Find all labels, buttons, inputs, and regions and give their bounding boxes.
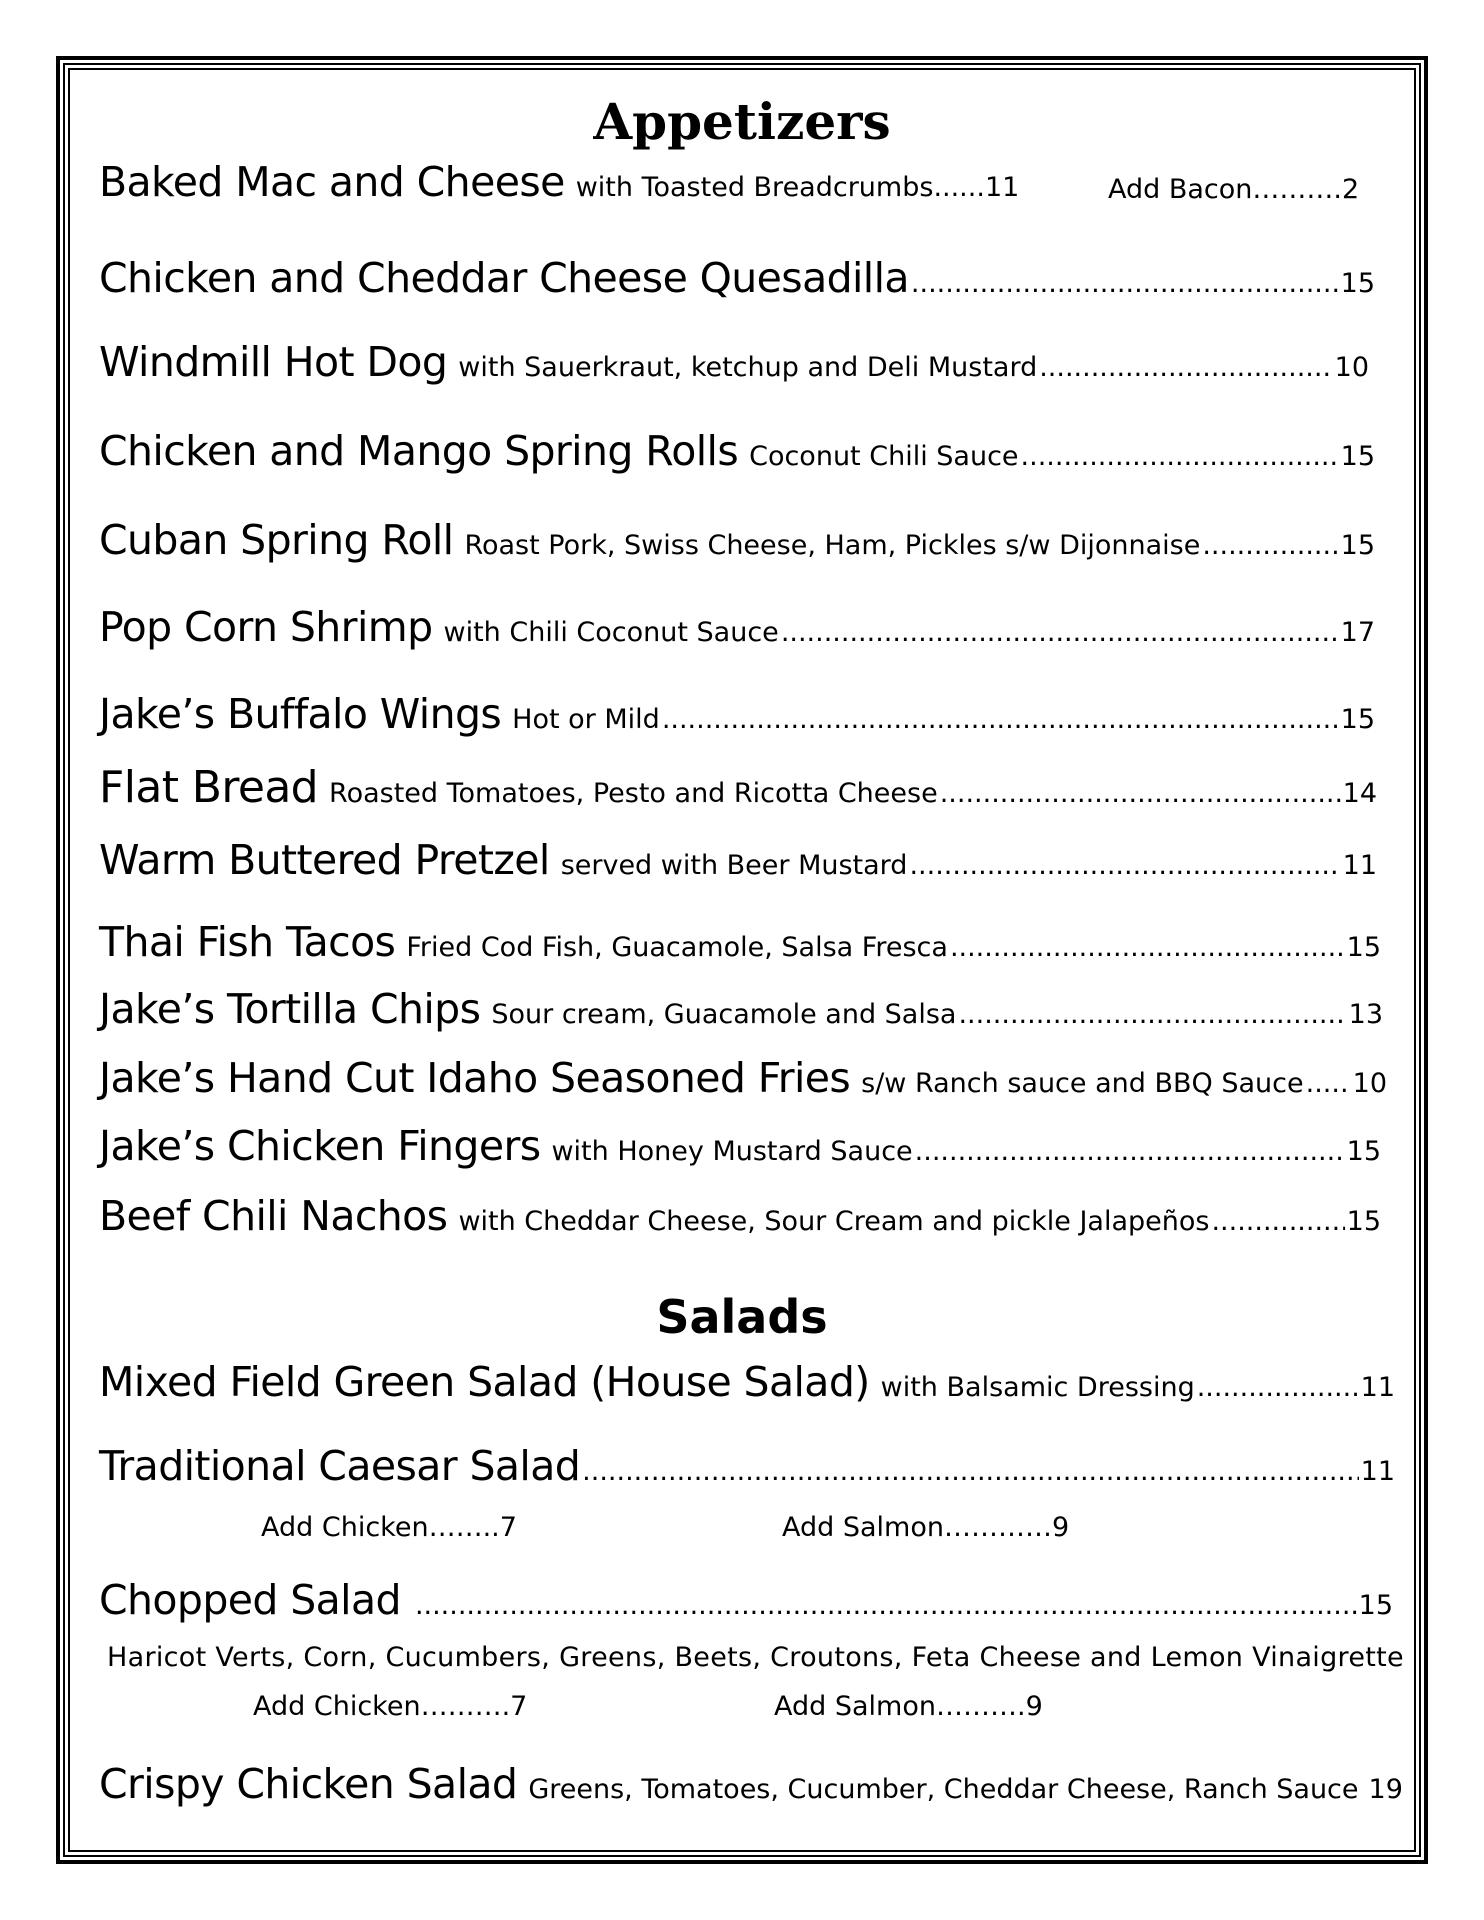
item-price: 11 xyxy=(1342,850,1377,881)
item-dots xyxy=(415,1590,1357,1621)
item-description: Hot or Mild xyxy=(512,704,660,735)
item-price: 15 xyxy=(1340,441,1375,472)
item-dots xyxy=(950,932,1345,963)
item-price: 10 xyxy=(1334,352,1369,383)
item-description: Roasted Tomatoes, Pesto and Ricotta Cheese xyxy=(329,778,938,809)
item-name: Flat Bread xyxy=(99,762,319,813)
menu-item-idaho-fries xyxy=(99,1054,1387,1102)
item-name: Jake’s Hand Cut Idaho Seasoned Fries xyxy=(99,1054,851,1102)
addon-dots: ………… xyxy=(943,1512,1052,1543)
item-price: 15 xyxy=(1346,932,1381,963)
item-dots xyxy=(911,268,1339,299)
item-name: Jake’s Buffalo Wings xyxy=(99,690,502,738)
menu-item-tortilla-chips xyxy=(99,985,1383,1033)
chopped-addon-salmon xyxy=(774,1691,1043,1722)
item-dots xyxy=(1197,1372,1359,1403)
menu-item-buttered-pretzel xyxy=(99,836,1377,884)
menu-item-chopped-salad xyxy=(99,1576,1393,1624)
appetizers-heading: Appetizers xyxy=(593,92,891,151)
item-price: 15 xyxy=(1340,530,1375,561)
addon-dots: ………. xyxy=(420,1691,511,1722)
caesar-addon-chicken xyxy=(261,1512,517,1543)
menu-item-buffalo-wings xyxy=(99,690,1375,738)
addon-dots: ………. xyxy=(935,1691,1026,1722)
item-name: Mixed Field Green Salad (House Salad) xyxy=(99,1358,870,1406)
item-dots xyxy=(915,1136,1345,1167)
item-name: Jake’s Tortilla Chips xyxy=(99,985,481,1033)
menu-item-beef-chili-nachos xyxy=(99,1192,1381,1240)
item-description: Coconut Chili Sauce xyxy=(749,441,1019,472)
addon-label: Add Chicken xyxy=(261,1512,429,1543)
item-price: 14 xyxy=(1342,778,1377,809)
item-description: with Toasted Breadcrumbs xyxy=(575,172,934,203)
item-description: Fried Cod Fish, Guacamole, Salsa Fresca xyxy=(406,932,948,963)
item-name: Beef Chili Nachos xyxy=(99,1192,448,1240)
addon-price: 7 xyxy=(510,1691,528,1722)
salads-heading: Salads xyxy=(656,1290,828,1344)
item-description: Sour cream, Guacamole and Salsa xyxy=(491,999,957,1030)
menu-item-house-salad xyxy=(99,1358,1395,1406)
menu-item-caesar-salad xyxy=(99,1442,1395,1490)
addon-price: 7 xyxy=(499,1512,517,1543)
item-price: 11 xyxy=(1360,1372,1395,1403)
item-dots xyxy=(940,778,1341,809)
item-dots xyxy=(662,704,1339,735)
item-name: Traditional Caesar Salad xyxy=(99,1442,581,1490)
item-price: 11 xyxy=(984,172,1020,203)
item-description: with Sauerkraut, ketchup and Deli Mustard xyxy=(458,352,1038,383)
item-description: s/w Ranch sauce and BBQ Sauce xyxy=(861,1068,1304,1099)
item-price: 19 xyxy=(1368,1774,1403,1805)
item-name: Jake’s Chicken Fingers xyxy=(99,1122,541,1170)
addon-dots: …….. xyxy=(428,1512,500,1543)
item-description: with Honey Mustard Sauce xyxy=(551,1136,913,1167)
item-price: 13 xyxy=(1348,999,1383,1030)
item-description: Greens, Tomatoes, Cucumber, Cheddar Cheese, Ranch Sauce xyxy=(528,1774,1359,1805)
item-name: Chicken and Cheddar Cheese Quesadilla xyxy=(99,254,909,302)
item-dots xyxy=(781,617,1339,648)
menu-item-quesadilla xyxy=(99,254,1375,302)
menu-item-pop-corn-shrimp xyxy=(99,603,1375,651)
addon-price: 2 xyxy=(1342,174,1360,205)
item-name: Windmill Hot Dog xyxy=(99,338,448,386)
item-dots xyxy=(1211,1206,1344,1237)
menu-item-mango-spring-rolls xyxy=(99,427,1375,475)
item-price: 17 xyxy=(1340,617,1375,648)
menu-item-baked-mac-and-cheese xyxy=(99,158,1019,206)
item-description: with Chili Coconut Sauce xyxy=(443,617,779,648)
item-name: Thai Fish Tacos xyxy=(99,918,396,966)
item-name: Crispy Chicken Salad xyxy=(99,1760,518,1808)
item-name: Chicken and Mango Spring Rolls xyxy=(99,427,739,475)
item-dots xyxy=(1306,1068,1351,1099)
addon-price: 9 xyxy=(1051,1512,1070,1543)
menu-item-flat-bread xyxy=(99,762,1377,813)
item-name: Cuban Spring Roll xyxy=(99,516,454,564)
item-name: Warm Buttered Pretzel xyxy=(99,836,550,884)
item-price: 15 xyxy=(1340,268,1375,299)
item-price: 15 xyxy=(1346,1136,1381,1167)
menu-item-chicken-fingers xyxy=(99,1122,1381,1170)
item-description: served with Beer Mustard xyxy=(560,850,908,881)
item-dots: ...... xyxy=(933,172,985,203)
caesar-addon-salmon xyxy=(782,1512,1069,1543)
item-price: 15 xyxy=(1346,1206,1381,1237)
chopped-salad-description: Haricot Verts, Corn, Cucumbers, Greens, Beets, Croutons, Feta Cheese and Lemon Vinaigrette xyxy=(107,1642,1404,1673)
item-description: Roast Pork, Swiss Cheese, Ham, Pickles s/w Dijonnaise xyxy=(464,530,1201,561)
chopped-addon-chicken xyxy=(253,1691,527,1722)
menu-item-thai-fish-tacos xyxy=(99,918,1381,966)
menu-item-windmill-hot-dog xyxy=(99,338,1369,386)
addon-label: Add Salmon xyxy=(774,1691,936,1722)
item-description: with Cheddar Cheese, Sour Cream and pickle Jalapeños xyxy=(458,1206,1210,1237)
item-name: Chopped Salad xyxy=(99,1576,401,1624)
addon-price: 9 xyxy=(1025,1691,1043,1722)
item-price: 10 xyxy=(1352,1068,1387,1099)
item-price: 15 xyxy=(1340,704,1375,735)
item-dots xyxy=(1202,530,1338,561)
item-dots xyxy=(582,1456,1358,1487)
item-dots xyxy=(909,850,1340,881)
item-price: 11 xyxy=(1360,1456,1395,1487)
item-dots xyxy=(958,999,1346,1030)
addon-label: Add Salmon xyxy=(782,1512,944,1543)
item-dots xyxy=(1021,441,1339,472)
addon-label: Add Bacon xyxy=(1108,174,1253,205)
item-description: with Balsamic Dressing xyxy=(880,1372,1195,1403)
item-dots xyxy=(1039,352,1332,383)
item-name: Pop Corn Shrimp xyxy=(99,603,433,651)
menu-item-crispy-chicken-salad xyxy=(99,1760,1403,1808)
addon-dots: ………. xyxy=(1252,174,1342,205)
addon-label: Add Chicken xyxy=(253,1691,421,1722)
addon-bacon xyxy=(1108,174,1359,205)
item-price: 15 xyxy=(1358,1590,1393,1621)
menu-item-cuban-spring-roll xyxy=(99,516,1375,564)
item-name: Baked Mac and Cheese xyxy=(99,158,565,206)
